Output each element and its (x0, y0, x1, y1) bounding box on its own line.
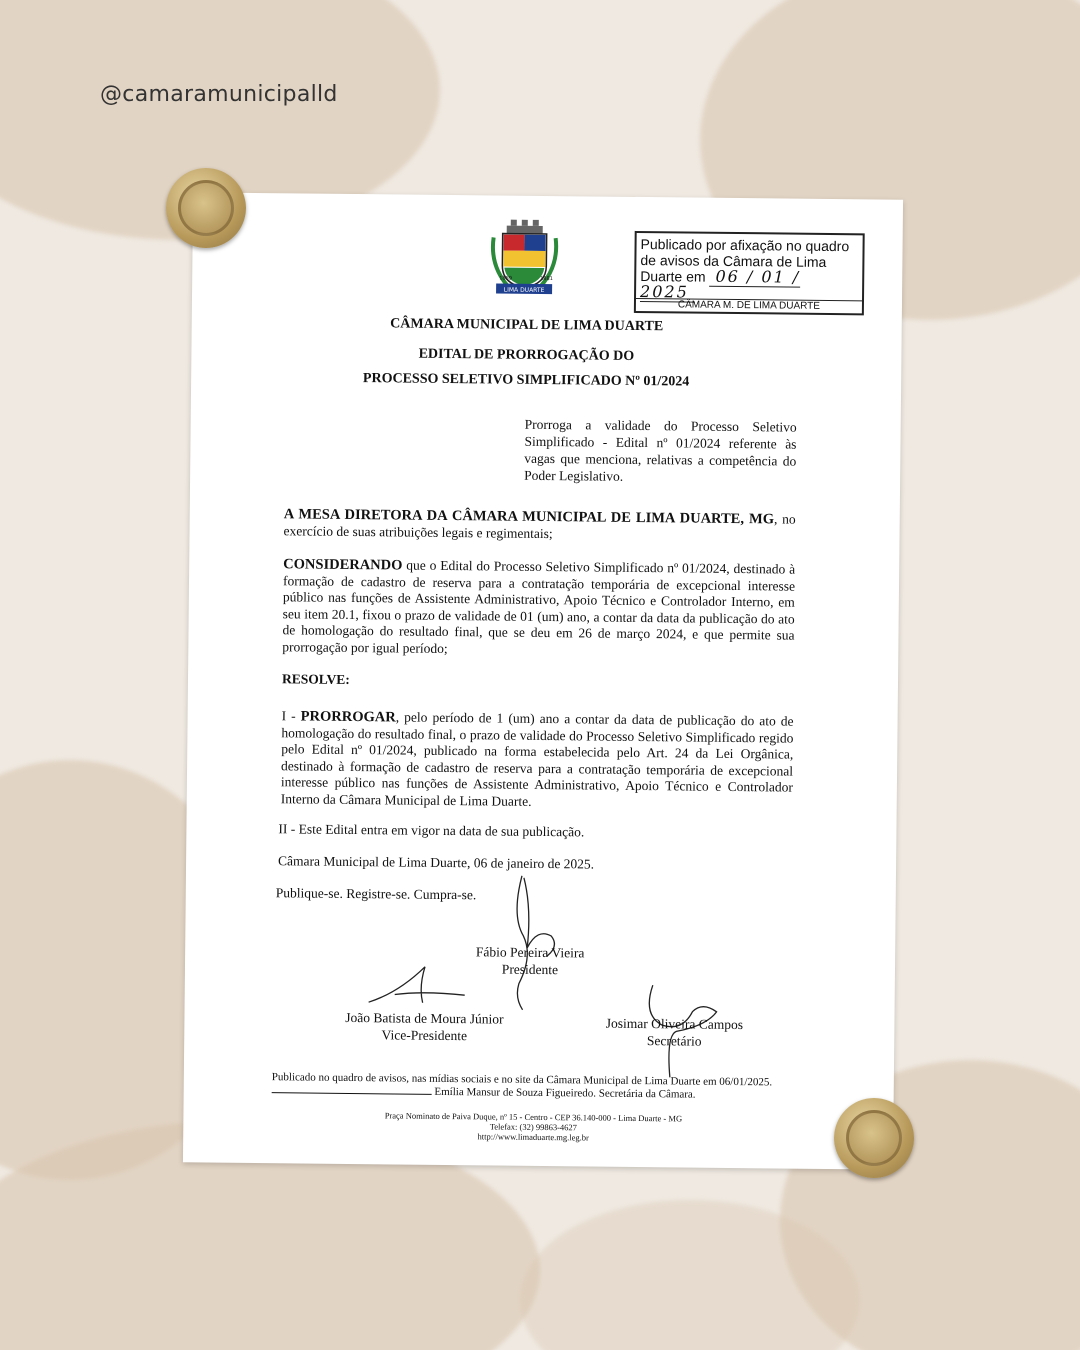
publication-stamp (634, 231, 865, 315)
address-block (333, 1110, 733, 1144)
crest-year-right: 1881 (540, 275, 553, 283)
institution-title: CÂMARA MUNICIPAL DE LIMA DUARTE (390, 316, 664, 335)
vice-president-role: Vice-Presidente (381, 1027, 468, 1044)
president-signature (507, 872, 568, 1013)
social-handle: @camaramunicipalld (100, 82, 338, 107)
president-name: Fábio Pereira Vieira (475, 944, 585, 961)
item1-bold: PRORROGAR (300, 708, 396, 726)
intro-rest: , no exercício de suas atribuições legais e regimentais; (283, 511, 796, 541)
vice-president-name: João Batista de Moura Júnior (345, 1009, 504, 1027)
secretary-role: Secretário (646, 1033, 702, 1049)
summary-text: Prorroga a validade do Processo Seletivo Simplificado - Edital nº 01/2024 referente às vagas que menciona, relativas a competência do Poder Legislativo. (524, 416, 797, 484)
president-block (455, 943, 605, 979)
publication-note-signer: Emília Mansur de Souza Figueiredo. Secretária da Câmara. (434, 1085, 696, 1101)
intro-paragraph (283, 506, 795, 544)
item-two: II - Este Edital entra em vigor na data de sua publicação. (278, 821, 585, 840)
item-one-paragraph (281, 708, 794, 812)
address-line2: Telefax: (32) 99863-4627 (489, 1121, 577, 1133)
wax-seal-top-left-icon (166, 168, 246, 248)
secretary-block (594, 1015, 754, 1051)
considerando-rest: que o Edital do Processo Seletivo Simplificado nº 01/2024, destinado à formação de cadastro de reserva para a contratação temporária de excepcional interesse público nas funções de Assistente Administrativo, Apoio Técnico e Controlador Interno, em seu item 20.1, fixou o prazo de validade de 01 (um) ano, a contar da data da publicação do ato de homologação do resultado final, que se deu em 26 de março 2024, e que permite sua prorrogação por igual período; (282, 557, 796, 656)
item1-rest: , pelo período de 1 (um) ano a contar da data de publicação do ato de homologação do resultado final, o prazo de validade do Processo Seletivo Simplificado regido pelo Edital nº 01/2024, publicado na forma estabelecida pelo Art. 24 da Lei Orgânica, destinado à formação de cadastro de reserva para a contratação temporária de excepcional interesse público nas funções de Assistente Administrativo, Apoio Técnico e Controlador Interno da Câmara Municipal de Lima Duarte. (280, 709, 794, 809)
stamp-line3: Duarte em (640, 267, 706, 285)
vice-president-block (334, 1009, 514, 1045)
wax-seal-bottom-right-icon (834, 1098, 914, 1178)
address-website: http://www.limaduarte.mg.leg.br (477, 1131, 589, 1143)
municipal-crest-icon (488, 217, 561, 300)
document-page (183, 192, 903, 1169)
publique-line: Publique-se. Registre-se. Cumpra-se. (275, 885, 477, 903)
crest-ribbon: LIMA DUARTE (503, 286, 545, 294)
secretary-name: Josimar Oliveira Campos (605, 1015, 744, 1033)
place-date: Câmara Municipal de Lima Duarte, 06 de janeiro de 2025. (278, 853, 595, 872)
signature-blank-line (272, 1092, 432, 1095)
president-role: Presidente (501, 961, 559, 978)
considerando-bold: CONSIDERANDO (283, 556, 403, 574)
vice-president-signature (365, 962, 476, 1013)
address-line1: Praça Nominato de Paiva Duque, nº 15 - Centro - CEP 36.140-000 - Lima Duarte - MG (384, 1110, 683, 1124)
intro-bold: A MESA DIRETORA DA CÂMARA MUNICIPAL DE LIMA DUARTE, MG (283, 506, 775, 528)
considerando-paragraph (282, 556, 795, 660)
publication-note-text: Publicado no quadro de avisos, nas mídias sociais e no site da Câmara Municipal de Lima Duarte em 06/01/2025. (271, 1071, 773, 1089)
stamp-line1: Publicado por afixação no quadro (640, 235, 850, 255)
item1-prefix: I - (281, 708, 301, 724)
stamp-footer: CÂMARA M. DE LIMA DUARTE (636, 298, 862, 313)
publication-note (272, 1071, 792, 1102)
crest-year-left: 1859 (499, 275, 512, 282)
edital-title-line2: PROCESSO SELETIVO SIMPLIFICADO Nº 01/2024 (362, 371, 690, 390)
edital-title-line1: EDITAL DE PRORROGAÇÃO DO (418, 346, 635, 364)
stamp-line2: de avisos da Câmara de Lima (640, 251, 827, 270)
resolve-heading: RESOLVE: (281, 671, 350, 687)
stamp-date: 06 / 01 / 2025 (639, 266, 801, 302)
